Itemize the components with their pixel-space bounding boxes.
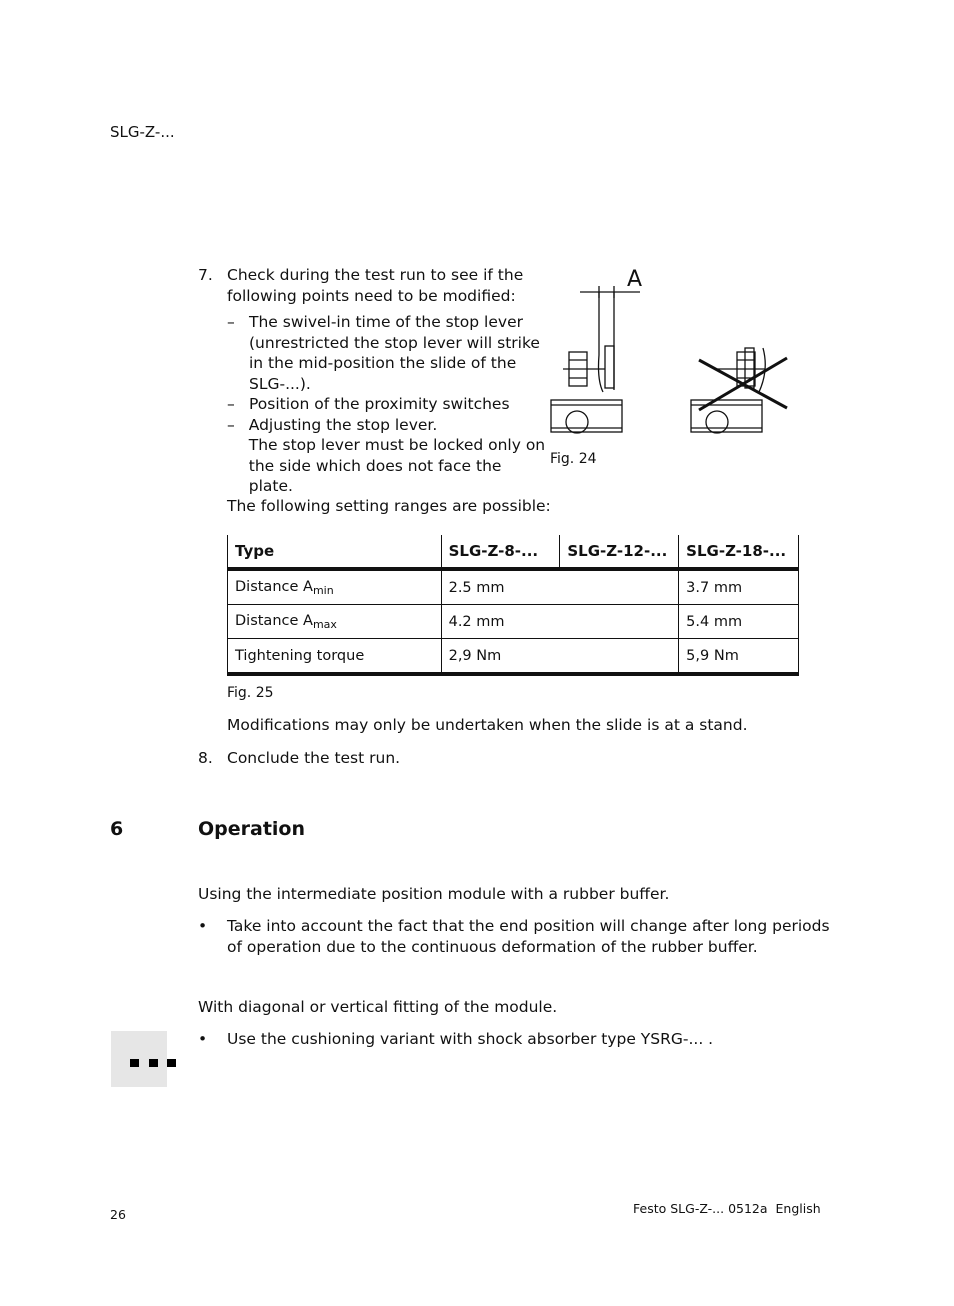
step-text: Check during the test run to see if the following points need to be modified:: [227, 266, 524, 305]
step-number: 8.: [198, 749, 213, 767]
table-row: [228, 639, 799, 675]
sub-item: – The swivel-in time of the stop lever (unrestricted the stop lever will strike in the mid-position the slide of the SLG-...).: [227, 313, 540, 393]
table-caption: Fig. 25: [227, 685, 274, 701]
row-label: Tightening torque: [228, 639, 442, 675]
row-label: Distance $A_{max}$: [228, 605, 442, 639]
cell-value: 3.7 mm: [679, 569, 799, 605]
document-code: SLG-Z-...: [110, 123, 175, 141]
incorrect-mounting-figure: [691, 348, 787, 433]
continuation-marker: [111, 1031, 167, 1087]
modifications-note: Modifications may only be undertaken when the slide is at a stand.: [227, 716, 748, 734]
section-number: 6: [110, 818, 124, 840]
bullet-mark: •: [198, 1030, 208, 1048]
sub-item: – Position of the proximity switches: [227, 395, 510, 413]
row-label: Distance $A_{min}$: [228, 569, 442, 605]
header-type: Type: [228, 535, 442, 569]
ranges-intro: The following setting ranges are possible:: [227, 497, 551, 515]
header-slg-z-8: SLG-Z-8-...: [441, 535, 560, 569]
table-header-row: [228, 535, 799, 569]
page-number: 26: [110, 1207, 126, 1222]
paragraph: With diagonal or vertical fitting of the module.: [198, 998, 558, 1016]
stop-lever-figure: [545, 260, 805, 445]
header-slg-z-18: SLG-Z-18-...: [679, 535, 799, 569]
bullet-text: Take into account the fact that the end position will change after long periods of operation due to the continuous deformation of the rubber buffer.: [227, 917, 830, 956]
setting-ranges-table: [227, 535, 799, 676]
cell-value: 4.2 mm: [441, 605, 679, 639]
sub-item: – Adjusting the stop lever. The stop lever must be locked only on the side which does not face the plate.: [227, 415, 546, 495]
step-number: 7.: [198, 266, 213, 284]
cell-value: 5,9 Nm: [679, 639, 799, 675]
bullet-text: Use the cushioning variant with shock absorber type YSRG-... .: [227, 1030, 714, 1048]
cell-value: 2.5 mm: [441, 569, 679, 605]
table-row: [228, 605, 799, 639]
table-row: [228, 569, 799, 605]
cell-value: 5.4 mm: [679, 605, 799, 639]
header-slg-z-12: SLG-Z-12-...: [560, 535, 679, 569]
paragraph: Using the intermediate position module with a rubber buffer.: [198, 885, 670, 903]
step-sub-list: [227, 312, 547, 497]
section-title: Operation: [198, 818, 306, 840]
label-a: A: [627, 267, 643, 292]
step-text: Conclude the test run.: [227, 749, 401, 767]
cell-value: 2,9 Nm: [441, 639, 679, 675]
figure-caption: Fig. 24: [550, 451, 597, 467]
footer-doc-info: Festo SLG-Z-... 0512a English: [633, 1201, 821, 1216]
bullet-mark: •: [198, 917, 208, 935]
